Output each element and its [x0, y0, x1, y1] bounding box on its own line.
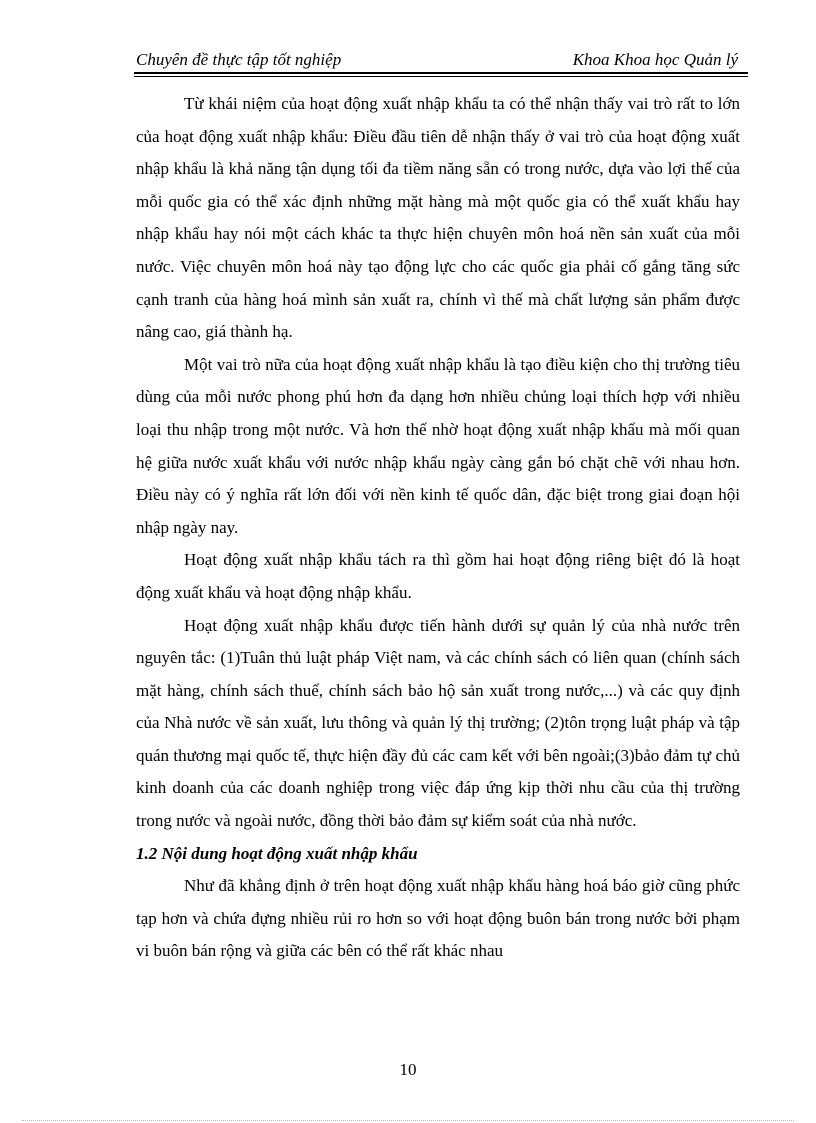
section-heading: 1.2 Nội dung hoạt động xuất nhập khẩu — [136, 843, 418, 863]
paragraph-market-diversity: Một vai trò nữa của hoạt động xuất nhập khẩu là tạo điều kiện cho thị trường tiêu dùng của mỗi nước phong phú hơn đa dạng hơn nhiều chủng loại thích hợp với nhiều loại thu nhập trong một nước. Và hơn thế nhờ hoạt động xuất nhập khẩu mà mối quan hệ giữa nước xuất khẩu với nước nhập khẩu ngày càng gắn bó chặt chẽ với nhau hơn. Điều này có ý nghĩa rất lớn đối với nền kinh tế quốc dân, đặc biệt trong giai đoạn hội nhập ngày nay. — [136, 354, 740, 537]
page-number: 10 — [399, 1060, 417, 1079]
header-document-title: Chuyên đề thực tập tốt nghiệp — [136, 50, 342, 69]
paragraph-state-management-principles: Hoạt động xuất nhập khẩu được tiến hành dưới sự quản lý của nhà nước trên nguyên tắc: (1)Tuân thủ luật pháp Việt nam, và các chính sách có liên quan (chính sách mặt hàng, chính sách thuế, chính sách bảo hộ sản xuất trong nước,...) và các quy định của Nhà nước về sản xuất, lưu thông và quản lý thị trường; (2)tôn trọng luật pháp và tập quán thương mại quốc tế, thực hiện đầy đủ các cam kết với bên ngoài;(3)bảo đảm tự chủ kinh doanh của các doanh nghiệp trong việc đáp ứng kịp thời nhu cầu của thị trường trong nước và ngoài nước, đồng thời bảo đảm sự kiểm soát của nhà nước. — [136, 615, 740, 831]
page-header — [134, 48, 748, 72]
page-bottom-border — [22, 1120, 794, 1121]
paragraph-two-activities: Hoạt động xuất nhập khẩu tách ra thì gồm hai hoạt động riêng biệt đó là hoạt động xuất khẩu và hoạt động nhập khẩu. — [136, 550, 740, 602]
header-rule-thin — [134, 76, 748, 77]
paragraph-section-content: Như đã khẳng định ở trên hoạt động xuất nhập khẩu hàng hoá báo giờ cũng phức tạp hơn và chứa đựng nhiều rủi ro hơn so với hoạt động buôn bán trong nước bởi phạm vi buôn bán rộng và giữa các bên có thể rất khác nhau — [136, 876, 740, 961]
paragraph-export-import-role: Từ khái niệm của hoạt động xuất nhập khẩu ta có thể nhận thấy vai trò rất to lớn của hoạt động xuất nhập khẩu: Điều đầu tiên dễ nhận thấy ở vai trò của hoạt động xuất nhập khẩu là khả năng tận dụng tối đa tiềm năng sẵn có trong nước, dựa vào lợi thế của mỗi quốc gia có thể xác định những mặt hàng mà một quốc gia có thể xuất khẩu hay nhập khẩu hay nói một cách khác ta thực hiện chuyên môn hoá nền sản xuất của mỗi nước. Việc chuyên môn hoá này tạo động lực cho các quốc gia phải cố gắng tăng sức cạnh tranh của hàng hoá mình sản xuất ra, chính vì thế mà chất lượng sản phẩm được nâng cao, giá thành hạ. — [136, 94, 740, 342]
page-body — [136, 88, 740, 968]
header-department: Khoa Khoa học Quản lý — [572, 50, 738, 69]
header-rule-thick — [134, 72, 748, 74]
